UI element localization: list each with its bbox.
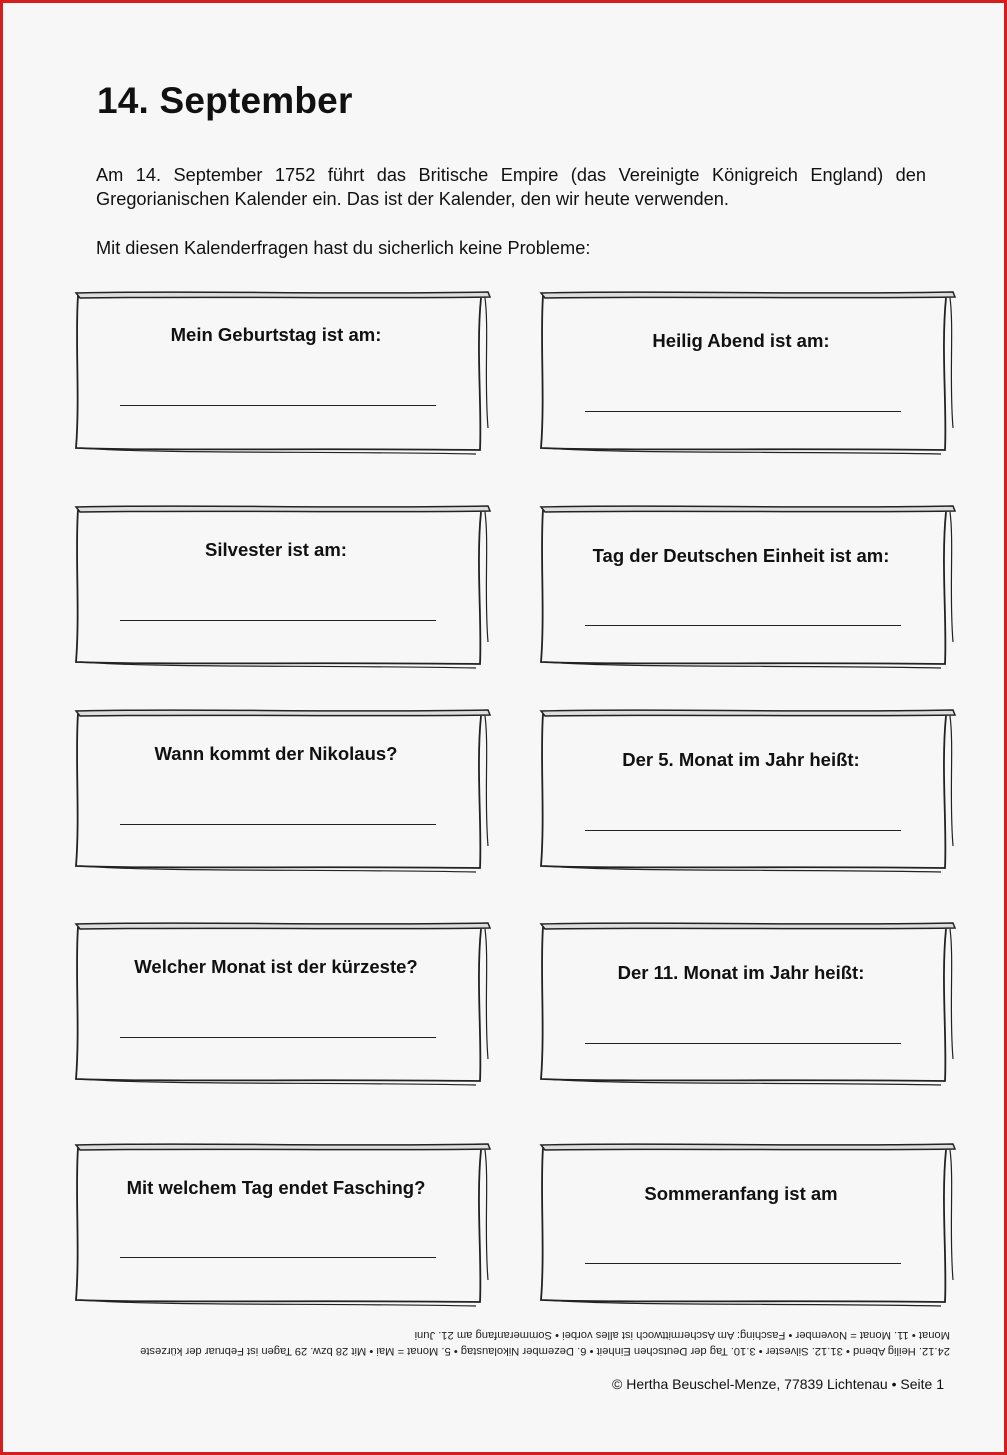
answer-line[interactable]: [120, 620, 436, 621]
scroll-frame: [70, 919, 492, 1091]
answer-line[interactable]: [585, 625, 901, 626]
question-text: Silvester ist am:: [205, 539, 347, 560]
scroll-frame: [70, 288, 492, 460]
answer-line[interactable]: [585, 830, 901, 831]
answer-key-upside-down: 24.12. Heilig Abend • 31.12. Silvester • 3.10. Tag der Deutschen Einheit • 6. Dezember Nikolaustag • 5. Monat = Mai • Mit 28 bzw. 29 Tagen ist Februar der kürzeste Monat • 11. Monat = November • Fasching: Am Aschermittwoch ist alles vorbei • Sommeranfang am 21. Juni: [140, 1329, 950, 1357]
card-fifth-month: [535, 706, 957, 878]
card-carnival-end: [70, 1140, 492, 1312]
prompt-text: Mit diesen Kalenderfragen hast du sicherlich keine Probleme:: [96, 238, 591, 258]
scroll-frame: [535, 706, 957, 878]
scroll-frame: [70, 502, 492, 674]
copyright-footer: © Hertha Beuschel-Menze, 77839 Lichtenau • Seite 1: [612, 1376, 944, 1392]
card-new-years-eve: [70, 502, 492, 674]
card-unity-day: [535, 502, 957, 674]
scroll-frame: [535, 502, 957, 674]
scroll-frame: [70, 706, 492, 878]
scroll-frame: [535, 1140, 957, 1312]
scroll-frame: [535, 288, 957, 460]
question-text: Mit welchem Tag endet Fasching?: [126, 1177, 426, 1198]
intro-paragraph: Am 14. September 1752 führt das Britische Empire (das Vereinigte Königreich England) den Gregorianischen Kalender ein. Das ist der Kalender, den wir heute verwenden.: [96, 165, 926, 209]
question-text: Sommeranfang ist am: [644, 1183, 838, 1204]
card-shortest-month: [70, 919, 492, 1091]
page-title: 14. September: [97, 80, 353, 121]
card-eleventh-month: [535, 919, 957, 1091]
answer-line[interactable]: [120, 405, 436, 406]
question-text: Wann kommt der Nikolaus?: [154, 743, 398, 764]
answer-line[interactable]: [585, 1043, 901, 1044]
card-summer-start: [535, 1140, 957, 1312]
answer-line[interactable]: [585, 1263, 901, 1264]
question-text: Heilig Abend ist am:: [652, 330, 830, 351]
answer-line[interactable]: [120, 1037, 436, 1038]
card-nikolaus: [70, 706, 492, 878]
answer-line[interactable]: [120, 1257, 436, 1258]
answer-line[interactable]: [585, 411, 901, 412]
question-text: Der 5. Monat im Jahr heißt:: [622, 749, 860, 770]
question-text: Der 11. Monat im Jahr heißt:: [617, 962, 865, 983]
question-text: Welcher Monat ist der kürzeste?: [134, 956, 418, 977]
card-christmas-eve: [535, 288, 957, 460]
card-birthday: [70, 288, 492, 460]
question-text: Tag der Deutschen Einheit ist am:: [592, 545, 890, 566]
scroll-frame: [70, 1140, 492, 1312]
question-text: Mein Geburtstag ist am:: [170, 324, 382, 345]
scroll-frame: [535, 919, 957, 1091]
answer-line[interactable]: [120, 824, 436, 825]
